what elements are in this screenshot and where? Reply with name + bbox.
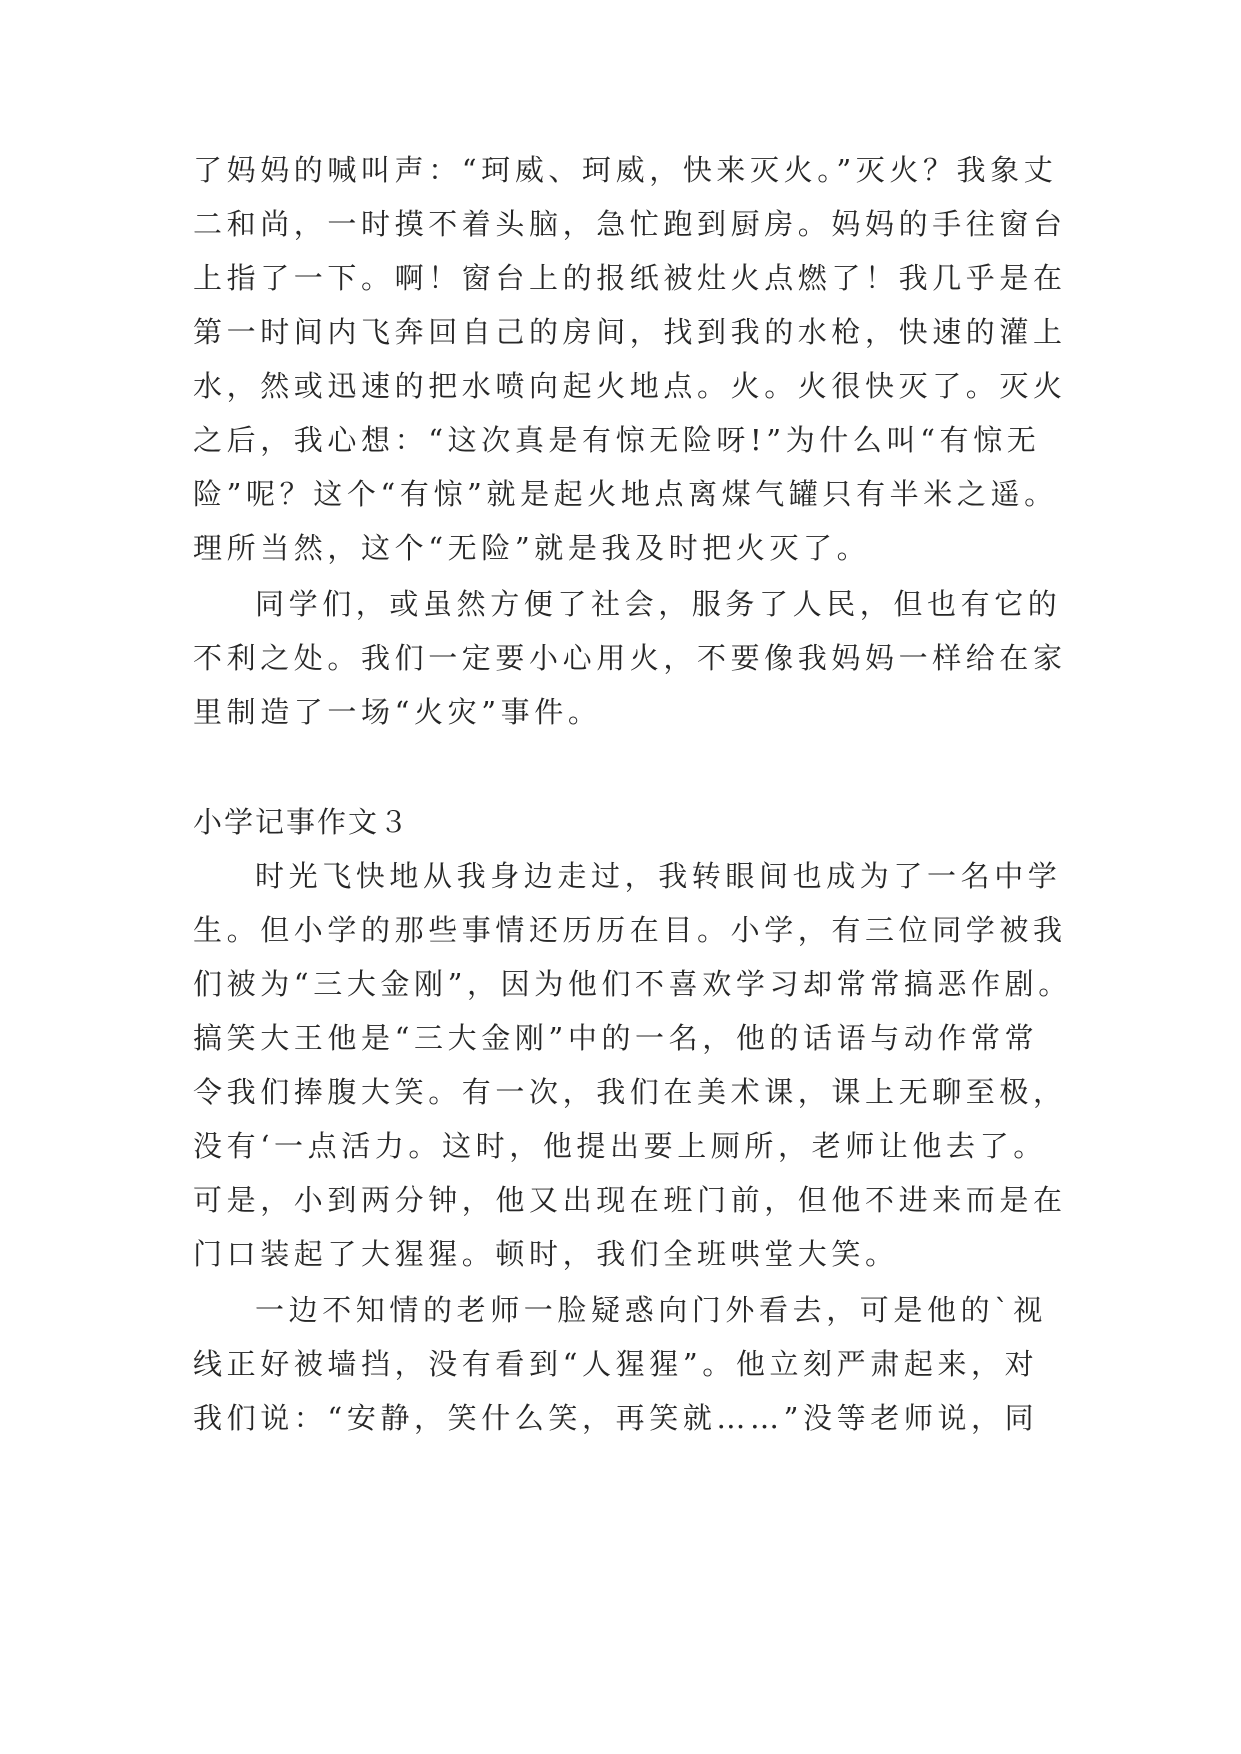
section-title: 小学记事作文３ (193, 805, 411, 839)
text-line: 搞笑大王他是“三大金刚”中的一名，他的话语与动作常常 (193, 1021, 1039, 1055)
text-line: 时光飞快地从我身边走过，我转眼间也成为了一名中学 (255, 859, 1062, 893)
text-line: 了妈妈的喊叫声：“珂威、珂威，快来灭火。”灭火？我象丈 (193, 153, 1058, 187)
text-line: 之后，我心想：“这次真是有惊无险呀!”为什么叫“有惊无 (193, 423, 1041, 457)
text-line: 水，然或迅速的把水喷向起火地点。火。火很快灭了。灭火 (193, 369, 1067, 403)
text-line: 们被为“三大金刚”，因为他们不喜欢学习却常常搞恶作剧。 (193, 967, 1072, 1001)
text-line: 上指了一下。啊！窗台上的报纸被灶火点燃了！我几乎是在 (193, 261, 1067, 295)
text-line: 里制造了一场“火灾”事件。 (193, 695, 602, 729)
text-line: 没有‘一点活力。这时，他提出要上厕所，老师让他去了。 (193, 1129, 1047, 1163)
text-line: 我们说：“安静，笑什么笑，再笑就……”没等老师说，同 (193, 1401, 1039, 1435)
text-line: 险”呢？这个“有惊”就是起火地点离煤气罐只有半米之遥。 (193, 477, 1058, 511)
text-line: 第一时间内飞奔回自己的房间，找到我的水枪，快速的灌上 (193, 315, 1067, 349)
text-line: 不利之处。我们一定要小心用火，不要像我妈妈一样给在家 (193, 641, 1067, 675)
text-line: 令我们捧腹大笑。有一次，我们在美术课，课上无聊至极， (193, 1075, 1067, 1109)
text-line: 线正好被墙挡，没有看到“人猩猩”。他立刻严肃起来，对 (193, 1347, 1039, 1381)
text-line: 门口装起了大猩猩。顿时，我们全班哄堂大笑。 (193, 1237, 899, 1271)
text-line: 理所当然，这个“无险”就是我及时把火灭了。 (193, 531, 871, 565)
text-line: 生。但小学的那些事情还历历在目。小学，有三位同学被我 (193, 913, 1067, 947)
text-line: 可是，小到两分钟，他又出现在班门前，但他不进来而是在 (193, 1183, 1067, 1217)
text-line: 二和尚，一时摸不着头脑，急忙跑到厨房。妈妈的手往窗台 (193, 207, 1067, 241)
text-line: 一边不知情的老师一脸疑惑向门外看去，可是他的`视 (255, 1293, 1047, 1327)
text-line: 同学们，或虽然方便了社会，服务了人民，但也有它的 (255, 587, 1062, 621)
